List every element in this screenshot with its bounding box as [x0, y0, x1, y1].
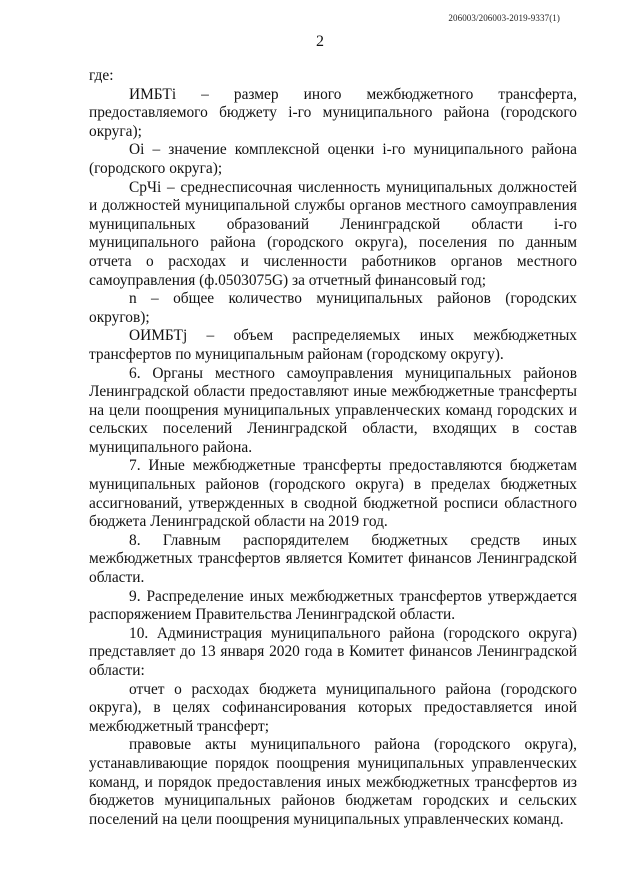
document-id: 206003/206003-2019-9337(1) — [448, 13, 560, 23]
definition-oimbt: ОИМБТj – объем распределяемых иных межбюджетных трансфертов по муниципальным районам (городскому округу). — [89, 327, 577, 363]
clause-6: 6. Органы местного самоуправления муниципальных районов Ленинградской области предоставляют иные межбюджетные трансферты на цели поощрения муниципальных управленческих команд городских и сельских поселений Ленинградской области, входящих в состав муниципального района. — [89, 364, 577, 456]
clause-10: 10. Администрация муниципального района (городского округа) представляет до 13 января 2020 года в Комитет финансов Ленинградской области: — [89, 624, 577, 679]
document-body — [89, 67, 577, 829]
definition-o: Оi – значение комплексной оценки i-го муниципального района (городского округа); — [89, 141, 577, 177]
definition-imbt: ИМБТi – размер иного межбюджетного трансферта, предоставляемого бюджету i-го муниципального района (городского округа); — [89, 85, 577, 140]
paragraph-where: где: — [89, 67, 114, 84]
definition-n: n – общее количество муниципальных районов (городских округов); — [89, 290, 577, 326]
clause-7: 7. Иные межбюджетные трансферты предоставляются бюджетам муниципальных районов (городского округа) в пределах бюджетных ассигнований, утвержденных в сводной бюджетной росписи областного бюджета Ленинградской области на 2019 год. — [89, 457, 577, 531]
clause-9: 9. Распределение иных межбюджетных трансфертов утверждается распоряжением Правительства Ленинградской области. — [89, 587, 577, 624]
clause-10-item-legal-acts: правовые акты муниципального района (городского округа), устанавливающие порядок поощрения муниципальных управленческих команд, и порядок предоставления иных межбюджетных трансфертов из бюджетов муниципальных районов бюджетам городских и сельских поселений на цели поощрения муниципальных управленческих команд. — [89, 736, 577, 828]
definition-srch: СрЧi – среднесписочная численность муниципальных должностей и должностей муниципальной службы органов местного самоуправления муниципальных образований Ленинградской области i-го муниципального района (городского округа), поселения по данным отчета о расходах и численности работников органов местного самоуправления (ф.0503075G) за отчетный финансовый год; — [89, 178, 577, 289]
clause-8: 8. Главным распорядителем бюджетных средств иных межбюджетных трансфертов является Комитет финансов Ленинградской области. — [89, 531, 577, 587]
page-number: 2 — [316, 33, 324, 50]
clause-10-item-report: отчет о расходах бюджета муниципального района (городского округа), в целях софинансирования которых предоставляется иной межбюджетный трансферт; — [89, 680, 577, 735]
